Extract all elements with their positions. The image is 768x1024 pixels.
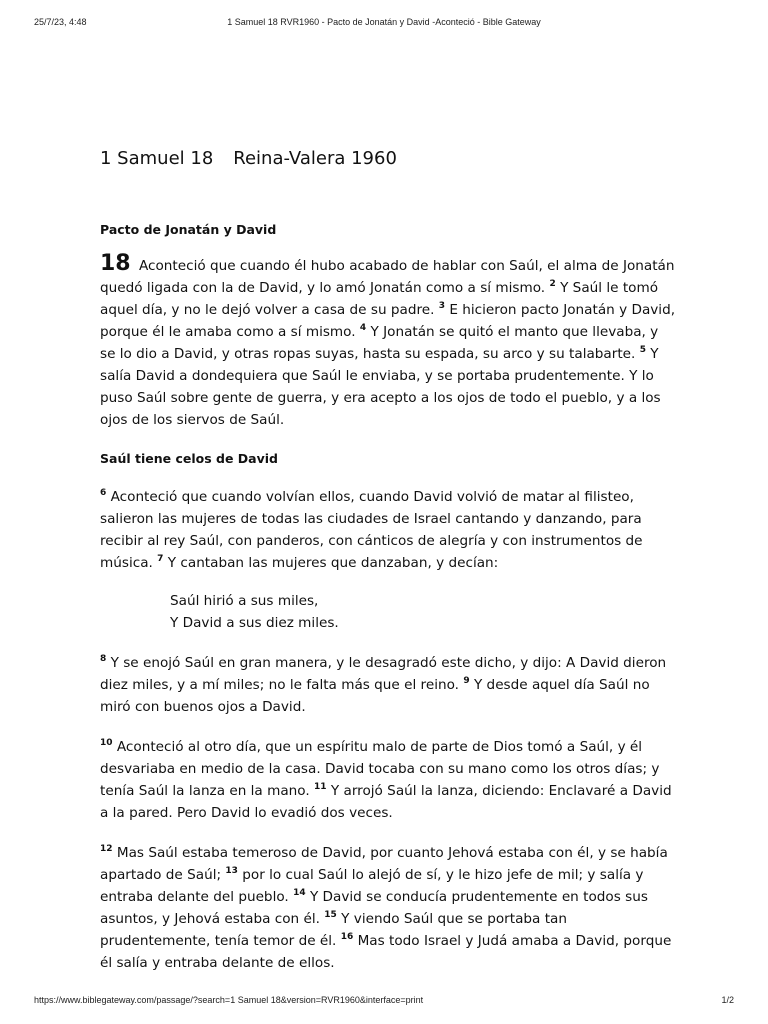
poetry-block: [100, 590, 676, 634]
verse-text: Y Saúl le tomó aquel día, y no le dejó volver a casa de su padre.: [100, 280, 659, 318]
paragraph-4: [100, 736, 676, 824]
passage-reference: 1 Samuel 18: [100, 148, 214, 169]
verse-text: E hicieron pacto Jonatán y David, porque él le amaba como a sí mismo.: [100, 302, 676, 340]
verse-text: Y Jonatán se quitó el manto que llevaba, y se lo dio a David, y otras ropas suyas, hasta su espada, su arco y su talabarte.: [100, 324, 659, 362]
verse-number: 5: [639, 345, 646, 355]
print-url: https://www.biblegateway.com/passage/?search=1 Samuel 18&version=RVR1960&interface=print: [34, 995, 424, 1005]
verse-number: 10: [100, 738, 113, 748]
verse-number: 11: [314, 782, 327, 792]
verse-number: 6: [100, 488, 107, 498]
paragraph-2: [100, 486, 676, 574]
verse-text: Y salía David a dondequiera que Saúl le enviaba, y se portaba prudentemente. Y lo puso Saúl sobre gente de guerra, y era acepto a los ojos de todo el pueblo, y a los ojos de los siervos de Saúl.: [100, 346, 661, 428]
verse-text: Y cantaban las mujeres que danzaban, y decían:: [167, 555, 499, 571]
verse-text: por lo cual Saúl lo alejó de sí, y le hizo jefe de mil; y salía y entraba delante del pueblo.: [100, 867, 644, 905]
verse-text: Mas Saúl estaba temeroso de David, por cuanto Jehová estaba con él, y se había apartado de Saúl;: [100, 845, 668, 883]
verse-number: 15: [324, 910, 337, 920]
verse-text: Y viendo Saúl que se portaba tan prudentemente, tenía temor de él.: [100, 911, 567, 949]
verse-number: 8: [100, 654, 107, 664]
print-page-number: 1/2: [721, 995, 734, 1005]
paragraph-5: [100, 842, 676, 974]
chapter-number: 18: [100, 251, 131, 276]
verse-number: 4: [359, 323, 367, 333]
verse-number: 13: [225, 866, 238, 876]
passage-title: [100, 145, 676, 173]
passage-version: Reina-Valera 1960: [233, 148, 397, 169]
verse-number: 14: [293, 888, 306, 898]
verse-number: 9: [463, 676, 470, 686]
verse-text: Aconteció al otro día, que un espíritu malo de parte de Dios tomó a Saúl, y él desvariaba en medio de la casa. David tocaba con su mano como los otros días; y tenía Saúl la lanza en la mano.: [100, 739, 660, 799]
print-header: [0, 17, 768, 31]
verse-text: Y desde aquel día Saúl no miró con buenos ojos a David.: [100, 677, 650, 715]
paragraph-1: [100, 253, 676, 431]
verse-number: 16: [340, 932, 354, 942]
verse-text: Y David se conducía prudentemente en todos sus asuntos, y Jehová estaba con él.: [100, 889, 648, 927]
section-heading-2: Saúl tiene celos de David: [100, 451, 278, 466]
paragraph-3: [100, 652, 676, 718]
verse-text: Y arrojó Saúl la lanza, diciendo: Enclavaré a David a la pared. Pero David lo evadió dos veces.: [100, 783, 672, 821]
print-datetime: 25/7/23, 4:48: [34, 17, 87, 27]
verse-text: Aconteció que cuando él hubo acabado de hablar con Saúl, el alma de Jonatán quedó ligada con la de David, y lo amó Jonatán como a sí mismo.: [100, 258, 675, 296]
verse-number: 7: [157, 554, 164, 564]
verse-text: Y se enojó Saúl en gran manera, y le desagradó este dicho, y dijo: A David dieron diez miles, y a mí miles; no le falta más que el reino.: [100, 655, 667, 693]
verse-text: Aconteció que cuando volvían ellos, cuando David volvió de matar al filisteo, salieron las mujeres de todas las ciudades de Israel cantando y danzando, para recibir al rey Saúl, con panderos, con cánticos de alegría y con instrumentos de música.: [100, 489, 643, 571]
verse-number: 2: [549, 279, 556, 289]
print-page-title: 1 Samuel 18 RVR1960 - Pacto de Jonatán y David -Aconteció - Bible Gateway: [227, 17, 541, 27]
passage-content: [100, 145, 676, 974]
print-footer: [0, 995, 768, 1009]
section-heading-1: Pacto de Jonatán y David: [100, 222, 277, 237]
poetry-line: Y David a sus diez miles.: [170, 615, 339, 631]
poetry-line: Saúl hirió a sus miles,: [170, 593, 319, 609]
verse-number: 3: [438, 301, 446, 311]
verse-text: Mas todo Israel y Judá amaba a David, porque él salía y entraba delante de ellos.: [100, 933, 672, 971]
verse-number: 12: [100, 844, 113, 854]
